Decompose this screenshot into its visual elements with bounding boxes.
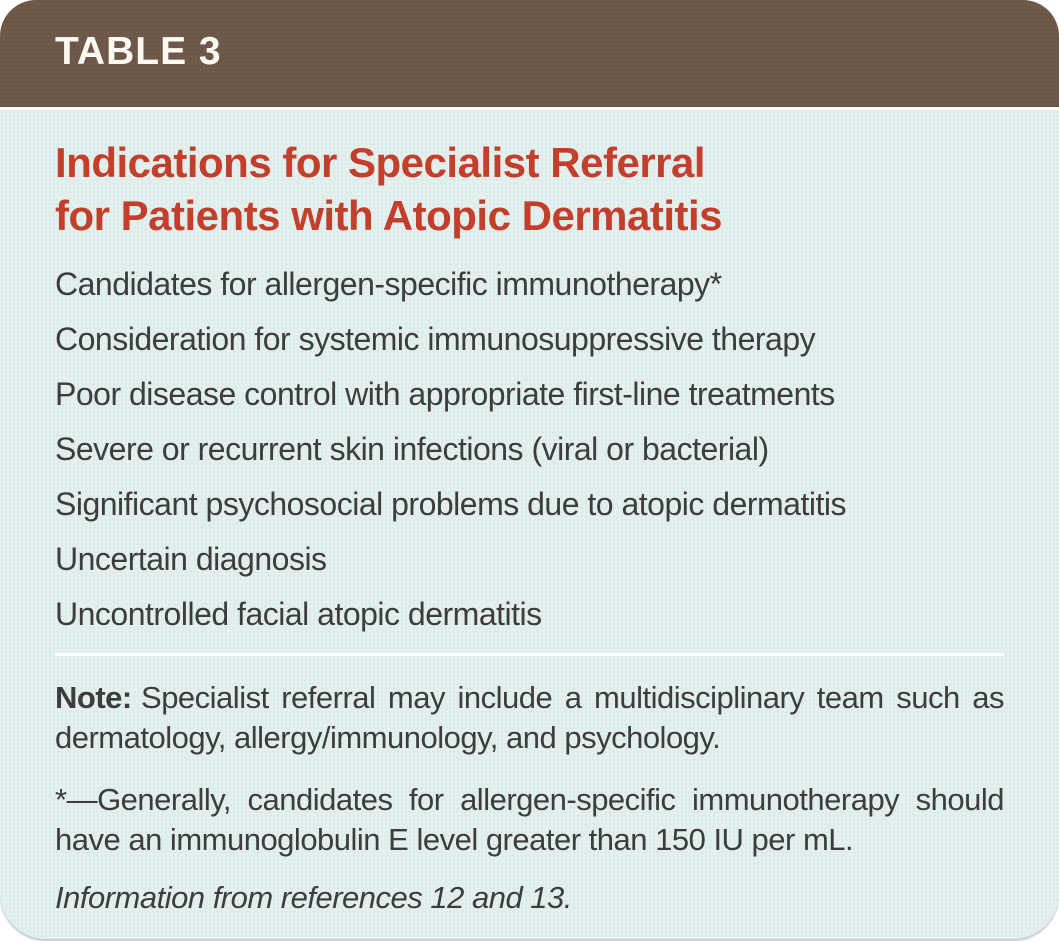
list-item: Uncertain diagnosis: [55, 541, 327, 577]
list-item: Severe or recurrent skin infections (viral or bacterial): [55, 431, 769, 467]
divider-line: [55, 653, 1004, 656]
source-line: Information from references 12 and 13.: [55, 880, 572, 915]
table-title: [55, 136, 1004, 242]
list-item: Candidates for allergen-specific immunotherapy*: [55, 266, 722, 302]
footnote-paragraph: *—Generally, candidates for allergen-specific immunotherapy should have an immunoglobulin E level greater than 150 IU per mL.: [55, 782, 1004, 857]
note-text: Specialist referral may include a multidisciplinary team such as dermatology, allergy/immunology, and psychology.: [55, 680, 1004, 755]
list-item: Poor disease control with appropriate first-line treatments: [55, 376, 835, 412]
list-item: Significant psychosocial problems due to atopic dermatitis: [55, 486, 846, 522]
note-paragraph: [55, 678, 1004, 758]
table-title-line1: Indications for Specialist Referral: [55, 139, 706, 186]
note-label: Note:: [55, 680, 132, 715]
list-item: Uncontrolled facial atopic dermatitis: [55, 596, 542, 632]
table-header-bar: [0, 0, 1059, 107]
table-body: [0, 110, 1059, 939]
indication-list: [55, 268, 1004, 631]
table-label: TABLE 3: [55, 29, 222, 73]
table-title-line2: for Patients with Atopic Dermatitis: [55, 192, 723, 239]
list-item: Consideration for systemic immunosuppressive therapy: [55, 321, 816, 357]
